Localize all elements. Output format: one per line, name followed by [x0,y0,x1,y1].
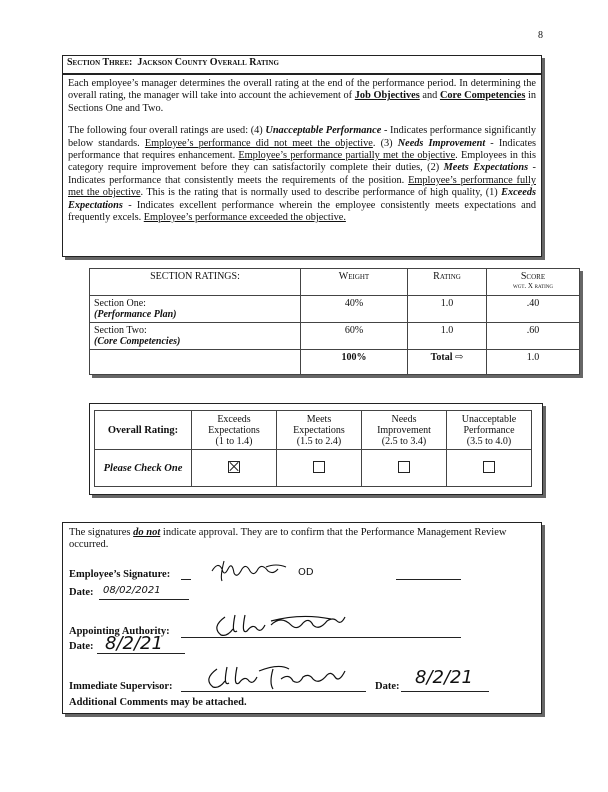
option-unacceptable: Unacceptable Performance (3.5 to 4.0) [447,411,532,450]
row-weight: 40% [301,296,408,323]
total-weight: 100% [301,350,408,375]
table-row [90,296,580,323]
row-score: .40 [487,296,580,323]
header-rating: Rating [408,269,487,296]
signature-box [62,522,542,714]
overall-check-row [95,450,532,487]
section-three-text [63,75,541,237]
checkbox-needs[interactable] [398,461,410,473]
option-needs: Needs Improvement (2.5 to 3.4) [362,411,447,450]
option-exceeds: Exceeds Expectations (1 to 1.4) [192,411,277,450]
total-empty-cell [90,350,301,375]
section-three-box [62,55,542,257]
row-label: Section One: (Performance Plan) [90,296,301,323]
paragraph-1: Each employee’s manager determines the overall rating at the end of the performance period. In determining the overall rating, the manager will take into account the achievement of Job Objectives and Core Competencies in Sections One and Two. [68,78,536,114]
page-number: 8 [538,30,543,41]
please-check-label: Please Check One [95,450,192,487]
employee-date-label: Date: [69,587,94,598]
row-rating: 1.0 [408,296,487,323]
header-score: Score wgt. X rating [487,269,580,296]
immediate-supervisor-label: Immediate Supervisor: [69,681,173,692]
additional-comments-note: Additional Comments may be attached. [69,697,247,708]
option-meets: Meets Expectations (1.5 to 2.4) [277,411,362,450]
appointing-date-value: 8/2/21 [105,633,163,654]
table-row [90,323,580,350]
overall-rating-table [94,410,532,487]
overall-options-row [95,411,532,450]
appointing-authority-label: Appointing Authority: [69,626,170,637]
total-label: Total ⇨ [408,350,487,375]
section-three-title: Section Three: Jackson County Overall Rating [63,56,541,75]
overall-rating-label: Overall Rating: [95,411,192,450]
header-weight: Weight [301,269,408,296]
employee-signature-image [208,557,328,583]
employee-date-value: 08/02/2021 [103,585,161,596]
signature-intro: The signatures do not indicate approval. They are to confirm that the Performance Management Review occurred. [69,527,507,550]
supervisor-signature-image [203,663,373,693]
header-section-ratings: SECTION RATINGS: [90,269,301,296]
total-row [90,350,580,375]
supervisor-date-value: 8/2/21 [415,667,473,688]
total-score: 1.0 [487,350,580,375]
checkbox-exceeds[interactable] [228,461,240,473]
row-score: .60 [487,323,580,350]
appointing-date-label: Date: [69,641,94,652]
row-weight: 60% [301,323,408,350]
employee-signature-label: Employee’s Signature: [69,569,171,580]
paragraph-2: The following four overall ratings are used: (4) Unacceptable Performance - Indicates performance significantly below standards. Employee’s performance did not meet the objective. (3) Needs Improvement - Indicates performance that requires enhancement. Employee’s performance partially met the objective. Employees in this category require improvement before they can satisfactorily complete their duties, (2) Meets Expectations -Indicates performance that consistently meets the requirements of the position. Employee’s performance fully met the objective. This is the rating that is normally used to describe performance of high quality, (1) Exceeds Expectations - Indicates excellent performance wherein the employee consistently meets expectations and frequently excels. Employee’s performance exceeded the objective. [68,125,537,224]
arrow-right-icon: ⇨ [454,352,464,363]
supervisor-date-label: Date: [375,681,400,692]
overall-rating-box [89,403,543,495]
checkbox-meets[interactable] [313,461,325,473]
checkbox-unacceptable[interactable] [483,461,495,473]
svg-text:OD: OD [298,567,314,578]
row-label: Section Two: (Core Competencies) [90,323,301,350]
section-ratings-table [89,268,580,375]
table-header-row [90,269,580,296]
row-rating: 1.0 [408,323,487,350]
